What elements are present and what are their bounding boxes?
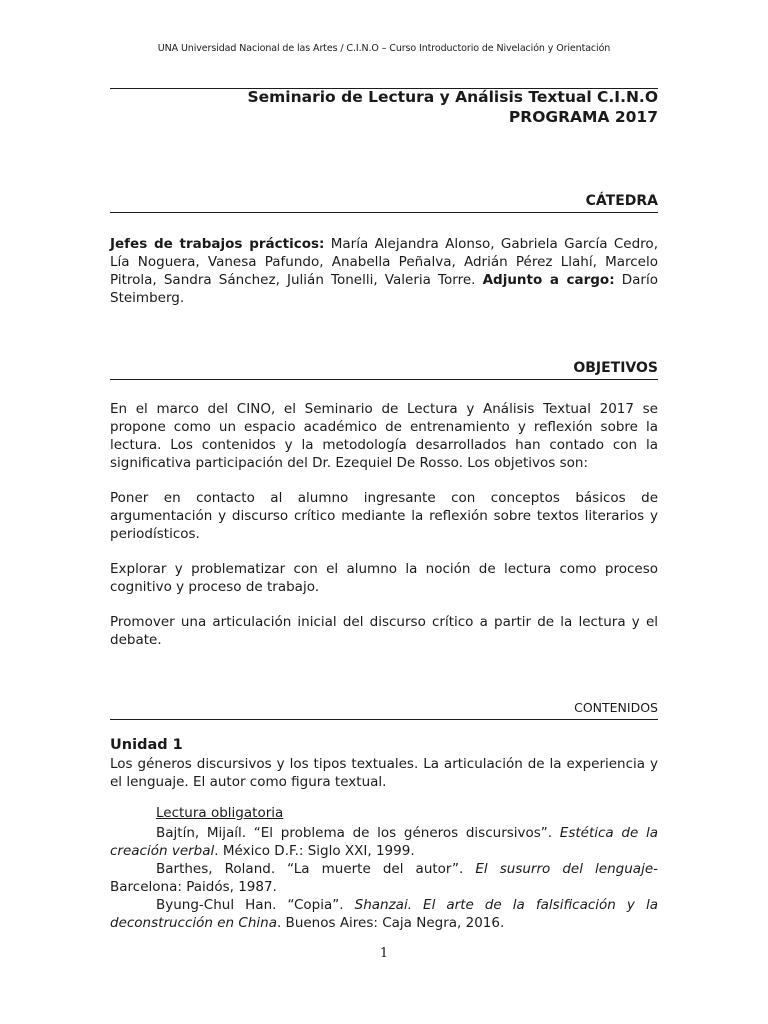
section-rule	[110, 212, 658, 213]
section-rule	[110, 379, 658, 380]
adjunto-name: Darío Steimberg.	[110, 272, 658, 306]
document-subtitle: PROGRAMA 2017	[508, 108, 658, 126]
reference-item: Barthes, Roland. “La muerte del autor”. El susurro del lenguaje- Barcelona: Paidós, 1987.	[110, 861, 658, 895]
running-header: UNA Universidad Nacional de las Artes / C.I.N.O – Curso Introductorio de Nivelación y Orientación	[157, 43, 611, 54]
objetivo-paragraph: Poner en contacto al alumno ingresante con conceptos básicos de argumentación y discurso crítico mediante la reflexión sobre textos literarios y periodísticos.	[110, 490, 658, 542]
section-heading-contenidos	[110, 699, 658, 720]
section-heading-label: CONTENIDOS	[574, 700, 658, 715]
section-heading-objetivos	[110, 359, 658, 380]
reference-item: Bajtín, Mijaíl. “El problema de los géneros discursivos”. Estética de la creación verbal. México D.F.: Siglo XXI, 1999.	[110, 825, 658, 859]
adjunto-label: Adjunto a cargo:	[482, 272, 615, 288]
jefes-names: María Alejandra Alonso, Gabriela García Cedro, Lía Noguera, Vanesa Pafundo, Anabella Peñalva, Adrián Pérez Llahí, Marcelo Pitrola, Sandra Sánchez, Julián Tonelli, Valeria Torre.	[110, 236, 658, 288]
document-title: Seminario de Lectura y Análisis Textual C.I.N.O	[247, 88, 658, 106]
jefes-label: Jefes de trabajos prácticos:	[110, 236, 325, 252]
reference-item: Byung-Chul Han. “Copia”. Shanzai. El arte de la falsificación y la deconstrucción en China. Buenos Aires: Caja Negra, 2016.	[110, 897, 658, 931]
unit-title: Unidad 1	[110, 737, 183, 753]
page-number: 1	[379, 946, 389, 961]
section-heading-label: CÁTEDRA	[585, 193, 658, 209]
reading-heading: Lectura obligatoria	[156, 805, 284, 821]
section-rule	[110, 719, 658, 720]
section-heading-catedra	[110, 192, 658, 213]
objetivo-paragraph: Promover una articulación inicial del discurso crítico a partir de la lectura y el debate.	[110, 614, 658, 648]
catedra-paragraph	[110, 235, 658, 307]
section-heading-label: OBJETIVOS	[573, 360, 658, 376]
objetivo-paragraph: Explorar y problematizar con el alumno la noción de lectura como proceso cognitivo y proceso de trabajo.	[110, 561, 658, 595]
objetivos-intro-paragraph: En el marco del CINO, el Seminario de Lectura y Análisis Textual 2017 se propone como un espacio académico de entrenamiento y reflexión sobre la lectura. Los contenidos y la metodología desarrollados han contado con la significativa participación del Dr. Ezequiel De Rosso. Los objetivos son:	[110, 401, 658, 471]
title-block	[110, 88, 658, 127]
unit-description: Los géneros discursivos y los tipos textuales. La articulación de la experiencia y el lenguaje. El autor como figura textual.	[110, 756, 658, 790]
document-page	[110, 0, 658, 1024]
